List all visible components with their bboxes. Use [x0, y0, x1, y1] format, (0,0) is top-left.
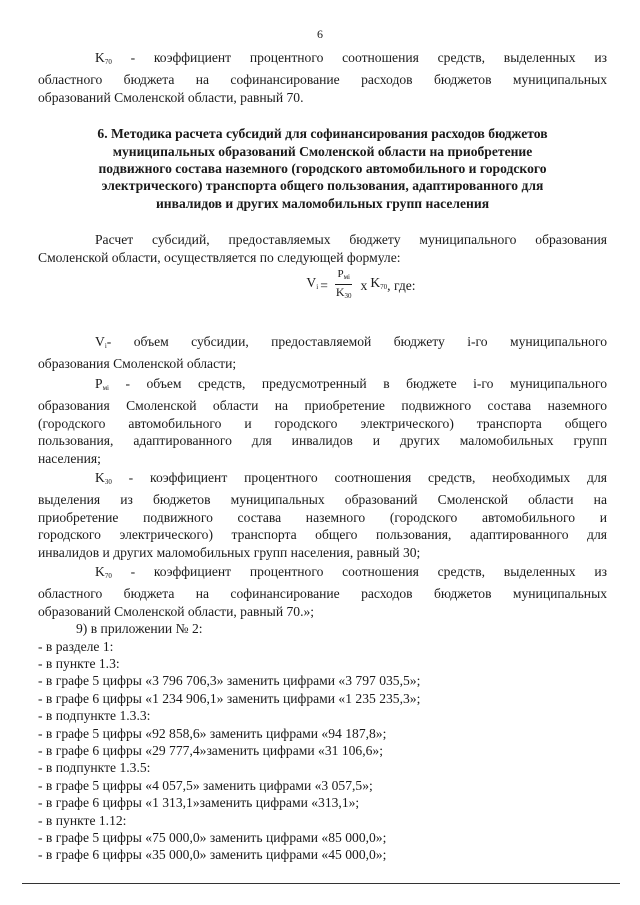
list-item: - в подпункте 1.3.5:	[38, 760, 151, 776]
page-number: 6	[317, 27, 323, 41]
amendments-list	[38, 620, 607, 864]
list-item: - в графе 6 цифры «1 313,1»заменить цифрами «313,1»;	[38, 795, 360, 811]
list-item: 9) в приложении № 2:	[76, 621, 203, 637]
formula: $V_i$ = $\frac{P_{мi}}{K_{30}}$ х $K_{70}$ , где:	[95, 268, 607, 306]
list-item: - в графе 5 цифры «4 057,5» заменить цифрами «3 057,5»;	[38, 777, 373, 793]
list-item: - в пункте 1.3:	[38, 655, 120, 671]
list-item: - в графе 6 цифры «35 000,0» заменить цифрами «45 000,0»;	[38, 847, 387, 863]
definition-k70: $K_{70}$ - коэффициент процентного соотношения средств, выделенных из областного бюджета на софинансирование расходов бюджетов муниципальных образований Смоленской области, равный 70.»;	[38, 563, 607, 619]
list-item: - в графе 6 цифры «1 234 906,1» заменить цифрами «1 235 235,3»;	[38, 690, 421, 706]
list-item: - в пункте 1.12:	[38, 812, 127, 828]
definition-v: $V_i-$ объем субсидии, предоставляемой бюджету i-го муниципального образования Смоленской области;	[38, 334, 607, 372]
definition-p: $P_{мi}$ - объем средств, предусмотренный в бюджете i-го муниципального образования Смоленской области на приобретение подвижного состава наземного (городского автомобильного и городского электрического) транспорта общего пользования, адаптированного для инвалидов и других маломобильных групп населения;	[38, 375, 607, 466]
list-item: - в подпункте 1.3.3:	[38, 708, 151, 724]
document-body	[38, 49, 607, 864]
section-heading: 6. Методика расчета субсидий для софинансирования расходов бюджетов муниципальных образований Смоленской области на приобретение подвижного состава наземного (городского автомобильного и городского электрического) транспорта общего пользования, адаптированного для инвалидов и других маломобильных групп населения	[97, 126, 548, 211]
footer-divider	[22, 883, 620, 884]
list-item: - в графе 5 цифры «3 796 706,3» заменить цифрами «3 797 035,5»;	[38, 673, 421, 689]
symbol-k70: $K_{70}$	[95, 50, 112, 66]
list-item: - в графе 5 цифры «75 000,0» заменить цифрами «85 000,0»;	[38, 830, 387, 846]
list-item: - в разделе 1:	[38, 638, 114, 654]
definition-k30: $K_{30}$ - коэффициент процентного соотношения средств, необходимых для выделения из бюджетов муниципальных образований Смоленской области на приобретение подвижного состава наземного (городского автомобильного и городского электрического) транспорта общего пользования, адаптированного для инвалидов и других маломобильных групп населения, равный 30;	[38, 469, 607, 560]
top-definition-k70: $K_{70}$ - коэффициент процентного соотношения средств, выделенных из областного бюджета на софинансирование расходов бюджетов муниципальных образований Смоленской области, равный 70.	[38, 50, 607, 105]
formula-fraction: $\frac{P_{мi}}{K_{30}}$	[335, 268, 352, 301]
definitions-list	[38, 333, 607, 620]
list-item: - в графе 5 цифры «92 858,6» заменить цифрами «94 187,8»;	[38, 725, 387, 741]
list-item: - в графе 6 цифры «29 777,4»заменить цифрами «31 106,6»;	[38, 743, 383, 758]
intro-paragraph: Расчет субсидий, предоставляемых бюджету муниципального образования Смоленской области, осуществляется по следующей формуле:	[38, 232, 607, 265]
formula-lhs: $V_i$	[306, 275, 319, 292]
